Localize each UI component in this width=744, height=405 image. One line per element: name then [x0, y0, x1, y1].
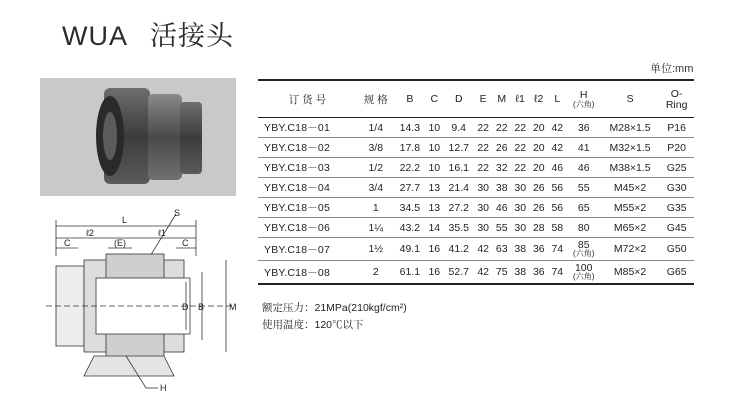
table-cell: 2	[357, 261, 395, 285]
col-b: B	[395, 80, 425, 118]
col-s: S	[601, 80, 659, 118]
table-cell: 36	[530, 238, 549, 261]
table-cell: 22	[474, 158, 493, 178]
table-cell: 13	[425, 178, 444, 198]
order-number-cell: YBY.C18－02	[258, 138, 357, 158]
table-cell: 75	[492, 261, 511, 285]
col-e: E	[474, 80, 493, 118]
table-row	[258, 118, 694, 138]
table-cell: 26	[530, 178, 549, 198]
col-c: C	[425, 80, 444, 118]
table-cell: 42	[474, 261, 493, 285]
table-cell: 56	[548, 198, 567, 218]
table-cell: 32	[492, 158, 511, 178]
table-cell: 55	[567, 178, 601, 198]
rated-pressure-note: 额定压力：21MPa(210kgf/cm²)	[262, 302, 407, 314]
table-cell: 22	[511, 118, 530, 138]
label-S: S	[174, 208, 181, 218]
table-cell: 14.3	[395, 118, 425, 138]
order-number-cell: YBY.C18－08	[258, 261, 357, 285]
table-cell: 22	[474, 118, 493, 138]
table-cell: 42	[474, 238, 493, 261]
table-cell: M65×2	[601, 218, 659, 238]
table-cell: 3/4	[357, 178, 395, 198]
table-row	[258, 138, 694, 158]
col-d: D	[444, 80, 474, 118]
hex-sub: (六角)	[573, 249, 595, 258]
label-D: D	[182, 302, 189, 312]
table-cell: 74	[548, 261, 567, 285]
table-cell: 26	[530, 198, 549, 218]
col-m: M	[492, 80, 511, 118]
order-number-cell: YBY.C18－04	[258, 178, 357, 198]
table-row	[258, 261, 694, 285]
table-cell: 30	[474, 178, 493, 198]
order-number-cell: YBY.C18－07	[258, 238, 357, 261]
label-C-left: C	[64, 238, 71, 248]
table-cell: 10	[425, 118, 444, 138]
table-cell: P20	[659, 138, 694, 158]
table-cell: 43.2	[395, 218, 425, 238]
spec-table	[258, 79, 694, 285]
label-l1: ℓ1	[158, 228, 166, 238]
dimension-drawing	[36, 206, 246, 400]
order-number-cell: YBY.C18－06	[258, 218, 357, 238]
model-code: WUA	[62, 21, 128, 51]
temperature-note: 使用温度：120℃以下	[262, 319, 364, 331]
table-cell: 21.4	[444, 178, 474, 198]
order-number-cell: YBY.C18－03	[258, 158, 357, 178]
table-cell: 1/2	[357, 158, 395, 178]
table-cell: M72×2	[601, 238, 659, 261]
col-oring-label: O-	[670, 87, 683, 100]
table-cell	[567, 261, 601, 285]
table-cell: 55	[492, 218, 511, 238]
table-cell: M32×1.5	[601, 138, 659, 158]
table-cell: 1/4	[357, 118, 395, 138]
product-photo	[40, 78, 236, 196]
hex-sub: (六角)	[573, 272, 595, 281]
table-cell: M85×2	[601, 261, 659, 285]
product-name: 活接头	[150, 21, 234, 51]
table-cell: 17.8	[395, 138, 425, 158]
table-cell: 26	[492, 138, 511, 158]
table-cell: G45	[659, 218, 694, 238]
table-cell: M38×1.5	[601, 158, 659, 178]
table-header-row	[258, 80, 694, 118]
col-oring	[659, 80, 694, 118]
table-cell: 30	[474, 218, 493, 238]
label-M: M	[229, 302, 237, 312]
table-cell: G65	[659, 261, 694, 285]
table-cell: 65	[567, 198, 601, 218]
table-cell: 9.4	[444, 118, 474, 138]
table-cell: 12.7	[444, 138, 474, 158]
table-cell: 46	[492, 198, 511, 218]
table-cell: 16.1	[444, 158, 474, 178]
table-cell: 20	[530, 118, 549, 138]
table-cell: 74	[548, 238, 567, 261]
table-cell: 1	[357, 198, 395, 218]
col-l: L	[548, 80, 567, 118]
table-cell: G50	[659, 238, 694, 261]
order-number-cell: YBY.C18－01	[258, 118, 357, 138]
notes	[262, 300, 407, 334]
table-cell: 22	[511, 138, 530, 158]
table-cell: 42	[548, 138, 567, 158]
table-cell	[567, 238, 601, 261]
table-cell: 30	[511, 218, 530, 238]
table-row	[258, 218, 694, 238]
table-cell: 1¼	[357, 218, 395, 238]
table-cell: P16	[659, 118, 694, 138]
table-cell: 34.5	[395, 198, 425, 218]
col-size: 规 格	[357, 80, 395, 118]
col-l1: ℓ1	[511, 80, 530, 118]
col-order-no: 订 货 号	[258, 80, 357, 118]
table-cell: 42	[548, 118, 567, 138]
hex-value: 85	[577, 239, 590, 251]
table-cell: 14	[425, 218, 444, 238]
table-cell: 22	[474, 138, 493, 158]
table-cell: 41.2	[444, 238, 474, 261]
table-cell: G35	[659, 198, 694, 218]
table-cell: M55×2	[601, 198, 659, 218]
table-cell: 1½	[357, 238, 395, 261]
order-number-cell: YBY.C18－05	[258, 198, 357, 218]
table-cell: 28	[530, 218, 549, 238]
table-cell: 16	[425, 261, 444, 285]
table-cell: 35.5	[444, 218, 474, 238]
col-oring-sub: Ring	[665, 98, 688, 111]
col-h-sub: (六角)	[573, 100, 595, 109]
table-cell: 22.2	[395, 158, 425, 178]
table-row	[258, 158, 694, 178]
col-h-label: H	[579, 89, 588, 101]
table-cell: 20	[530, 138, 549, 158]
col-l2: ℓ2	[530, 80, 549, 118]
table-cell: 22	[492, 118, 511, 138]
table-cell: 80	[567, 218, 601, 238]
table-cell: 10	[425, 138, 444, 158]
table-cell: 52.7	[444, 261, 474, 285]
col-h	[567, 80, 601, 118]
table-cell: 41	[567, 138, 601, 158]
label-B: B	[198, 302, 205, 312]
table-cell: 3/8	[357, 138, 395, 158]
table-cell: 27.2	[444, 198, 474, 218]
label-L: L	[122, 215, 128, 225]
table-cell: 30	[511, 178, 530, 198]
table-cell: 30	[474, 198, 493, 218]
table-cell: G30	[659, 178, 694, 198]
unit-label: 单位:mm	[650, 63, 694, 75]
hex-value: 100	[574, 262, 593, 274]
table-cell: M45×2	[601, 178, 659, 198]
table-cell: M28×1.5	[601, 118, 659, 138]
table-cell: 38	[492, 178, 511, 198]
table-cell: G25	[659, 158, 694, 178]
table-cell: 63	[492, 238, 511, 261]
table-cell: 13	[425, 198, 444, 218]
label-H: H	[160, 383, 167, 393]
table-cell: 16	[425, 238, 444, 261]
page-title	[62, 14, 234, 53]
table-cell: 36	[530, 261, 549, 285]
table-cell: 38	[511, 238, 530, 261]
table-cell: 27.7	[395, 178, 425, 198]
table-cell: 22	[511, 158, 530, 178]
table-cell: 61.1	[395, 261, 425, 285]
label-E: (E)	[114, 238, 126, 248]
label-C-right: C	[182, 238, 189, 248]
table-cell: 56	[548, 178, 567, 198]
table-cell: 46	[548, 158, 567, 178]
table-cell: 46	[567, 158, 601, 178]
table-cell: 30	[511, 198, 530, 218]
table-row	[258, 178, 694, 198]
table-row	[258, 198, 694, 218]
table-cell: 10	[425, 158, 444, 178]
label-l2: ℓ2	[86, 228, 94, 238]
table-cell: 36	[567, 118, 601, 138]
table-cell: 49.1	[395, 238, 425, 261]
table-cell: 38	[511, 261, 530, 285]
table-cell: 20	[530, 158, 549, 178]
table-row	[258, 238, 694, 261]
table-cell: 58	[548, 218, 567, 238]
